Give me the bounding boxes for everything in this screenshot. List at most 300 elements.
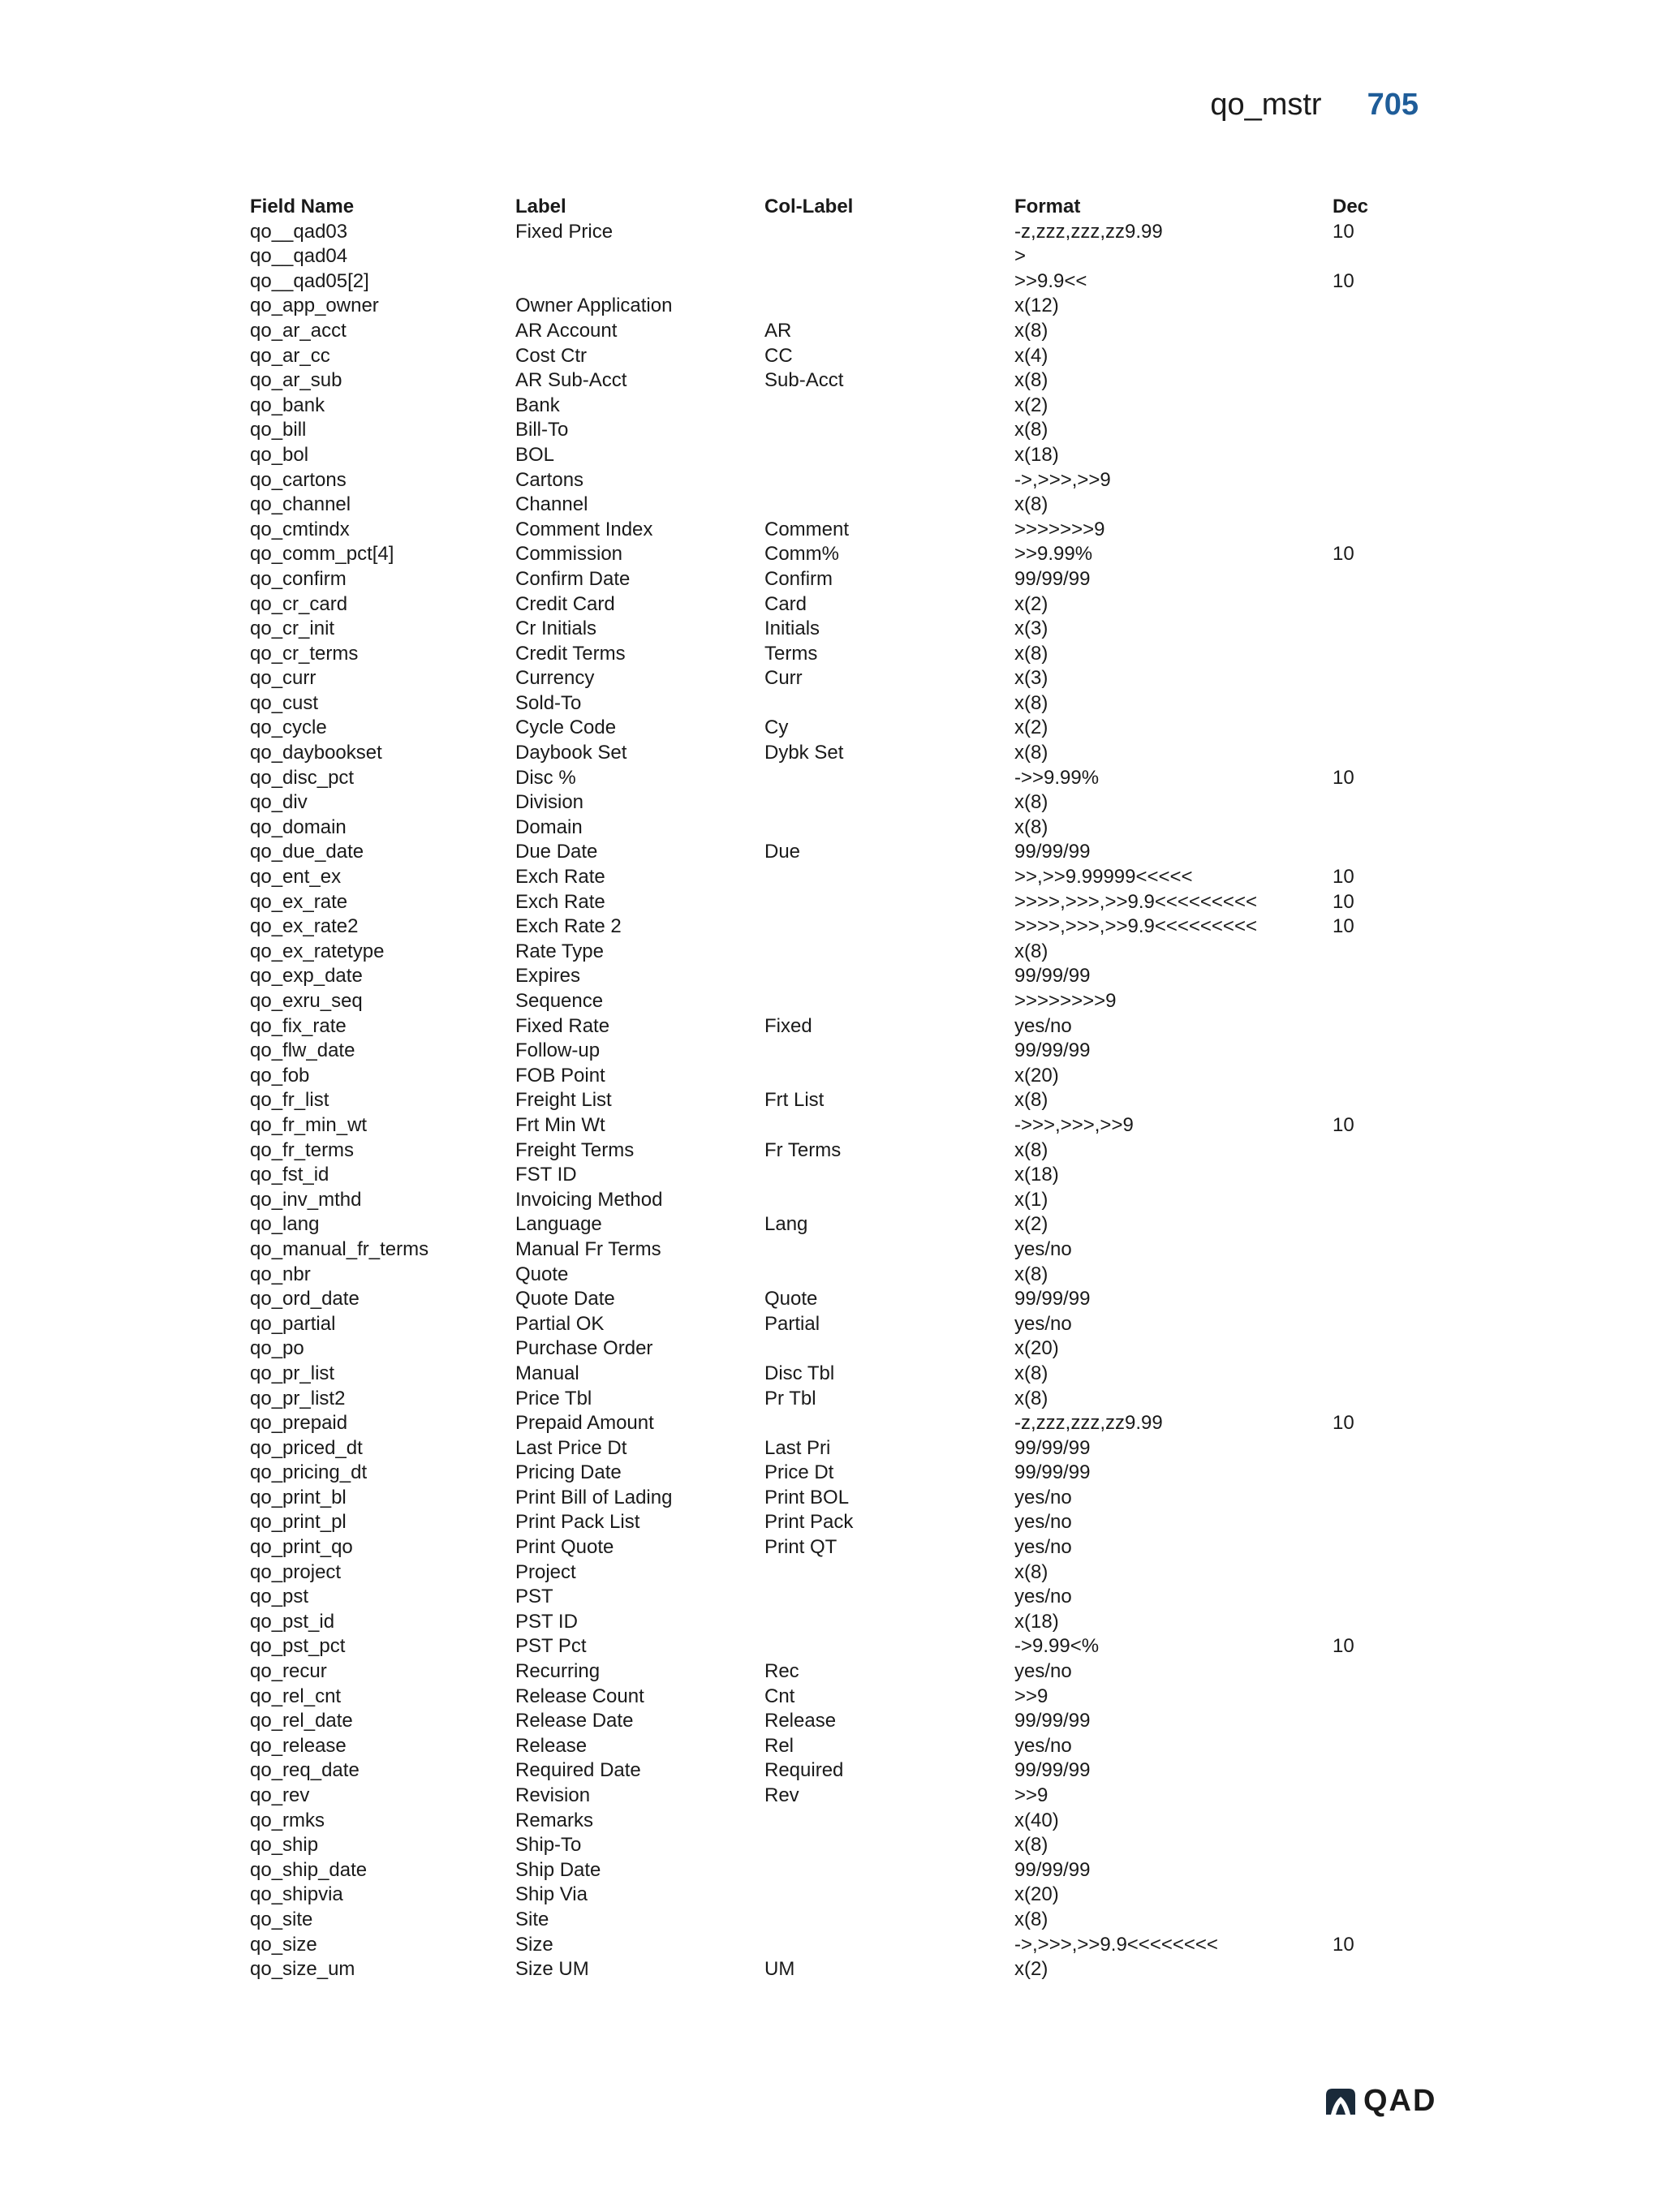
cell-dec: 10 [1333,543,1354,566]
col-header-field-name: Field Name [250,196,355,217]
cell-format: 99/99/99 [1014,841,1091,863]
cell-dec [1333,1659,1381,1685]
cell-dec [1333,294,1381,319]
cell-format: x(2) [1014,717,1048,739]
cell-field-name: qo_rel_date [250,1710,353,1732]
cell-label: Remarks [515,1809,594,1831]
cell-field-name: qo_project [250,1560,342,1583]
cell-label: Ship-To [515,1834,582,1857]
header-row [250,195,1381,220]
cell-dec [1333,1436,1381,1461]
cell-field-name: qo_exru_seq [250,990,363,1012]
cell-col-label [764,1833,1014,1858]
cell-col-label [764,468,1014,493]
cell-label: Print Pack List [515,1511,640,1534]
table-row [250,940,1381,965]
cell-label: Ship Date [515,1858,601,1881]
table-row [250,1188,1381,1213]
cell-label: Print Quote [515,1536,614,1559]
cell-label: Freight Terms [515,1138,635,1161]
cell-dec [1333,368,1381,394]
cell-dec [1333,518,1381,543]
cell-col-label: Quote [764,1288,818,1310]
cell-label: Sold-To [515,691,582,714]
cell-col-label [764,418,1014,443]
cell-col-label [764,1039,1014,1064]
cell-dec [1333,493,1381,518]
table-row [250,1634,1381,1659]
cell-label: Bank [515,394,560,416]
cell-dec [1333,1784,1381,1809]
cell-format: >>9 [1014,1685,1048,1707]
cell-dec: 10 [1333,866,1354,889]
cell-dec [1333,1212,1381,1237]
cell-dec: 10 [1333,890,1354,913]
cell-label: Release [515,1734,588,1757]
cell-col-label [764,493,1014,518]
cell-format: x(8) [1014,1138,1048,1161]
cell-label: Print Bill of Lading [515,1486,673,1508]
table-row [250,1758,1381,1784]
cell-col-label: Disc Tbl [764,1362,835,1384]
cell-field-name: qo_flw_date [250,1039,355,1062]
table-row [250,1436,1381,1461]
cell-field-name: qo_ar_sub [250,369,342,392]
cell-dec [1333,1535,1381,1560]
cell-label: Release Count [515,1685,644,1707]
cell-field-name: qo_pst_id [250,1610,335,1633]
cell-format: x(2) [1014,394,1048,416]
table-row [250,840,1381,865]
table-row [250,1113,1381,1138]
cell-col-label: Rec [764,1660,799,1683]
cell-col-label [764,790,1014,816]
cell-format: 99/99/99 [1014,1461,1091,1484]
cell-col-label [764,766,1014,791]
table-row [250,1461,1381,1486]
cell-dec [1333,319,1381,344]
table-row [250,1263,1381,1288]
cell-format: x(8) [1014,369,1048,392]
cell-label: BOL [515,443,555,466]
table-row [250,542,1381,567]
cell-format: >>9.99% [1014,543,1093,566]
cell-col-label: Card [764,592,807,615]
cell-field-name: qo_disc_pct [250,766,355,789]
table-row [250,1784,1381,1809]
col-header-format: Format [1014,196,1081,217]
cell-col-label: Lang [764,1213,808,1236]
cell-field-name: qo_app_owner [250,295,379,317]
cell-dec [1333,1237,1381,1263]
table-row [250,617,1381,642]
cell-col-label [764,940,1014,965]
cell-format: ->,>>>,>>9 [1014,468,1111,491]
table-row [250,1486,1381,1511]
cell-dec [1333,1287,1381,1312]
cell-field-name: qo_ar_cc [250,344,330,367]
table-row [250,394,1381,419]
page-number: 705 [1367,88,1419,122]
cell-label: Recurring [515,1660,601,1683]
cell-col-label: Release [764,1710,837,1732]
cell-field-name: qo_rev [250,1784,310,1806]
cell-dec [1333,1263,1381,1288]
cell-field-name: qo_fr_min_wt [250,1113,368,1136]
cell-col-label [764,1858,1014,1883]
table-row [250,1212,1381,1237]
cell-label: Rate Type [515,940,604,962]
cell-format: ->9.99<% [1014,1635,1100,1658]
cell-field-name: qo_fr_terms [250,1138,355,1161]
cell-format: x(20) [1014,1337,1059,1360]
cell-col-label [764,1610,1014,1635]
cell-format: >>>>>>>9 [1014,518,1105,540]
cell-label: Follow-up [515,1039,601,1062]
table-row [250,741,1381,766]
cell-format: x(8) [1014,419,1048,441]
cell-field-name: qo_fix_rate [250,1014,347,1037]
cell-dec: 10 [1333,269,1354,292]
cell-field-name: qo_size [250,1933,317,1956]
cell-label: AR Sub-Acct [515,369,627,392]
table-row [250,642,1381,667]
cell-col-label: Dybk Set [764,742,844,764]
cell-format: yes/no [1014,1734,1072,1757]
cell-dec [1333,617,1381,642]
cell-col-label [764,989,1014,1014]
cell-col-label [764,1585,1014,1610]
cell-col-label [764,890,1014,915]
cell-label: Domain [515,816,583,838]
cell-field-name: qo__qad03 [250,220,348,243]
table-row [250,1883,1381,1908]
cell-label: Fixed Price [515,220,614,243]
table-row [250,1312,1381,1337]
cell-col-label [764,294,1014,319]
cell-field-name: qo_req_date [250,1759,360,1782]
cell-field-name: qo_shipvia [250,1883,343,1906]
table-row [250,567,1381,592]
cell-format: 99/99/99 [1014,965,1091,988]
cell-label: Site [515,1908,549,1930]
cell-field-name: qo_cartons [250,468,347,491]
cell-format: >>9 [1014,1784,1048,1806]
cell-field-name: qo_release [250,1734,347,1757]
cell-field-name: qo_channel [250,493,351,516]
cell-dec: 10 [1333,1113,1354,1136]
cell-format: x(8) [1014,791,1048,814]
cell-col-label [764,914,1014,940]
cell-format: x(2) [1014,1958,1048,1981]
cell-format: > [1014,245,1027,268]
cell-col-label [764,1336,1014,1362]
cell-dec: 10 [1333,766,1354,789]
cell-dec [1333,840,1381,865]
cell-label: PST Pct [515,1635,587,1658]
cell-label [515,269,764,295]
cell-format: x(20) [1014,1064,1059,1087]
cell-format: x(18) [1014,1164,1059,1186]
cell-format: yes/no [1014,1014,1072,1037]
cell-format: yes/no [1014,1536,1072,1559]
table-row [250,443,1381,468]
cell-col-label: Last Pri [764,1436,831,1459]
cell-dec [1333,1461,1381,1486]
cell-field-name: qo_pst_pct [250,1635,346,1658]
table-row [250,816,1381,841]
cell-dec [1333,1510,1381,1535]
cell-field-name: qo_partial [250,1312,336,1335]
cell-label: PST ID [515,1610,578,1633]
cell-dec [1333,1560,1381,1586]
cell-label: Fixed Rate [515,1014,610,1037]
table-row [250,865,1381,890]
cell-dec: 10 [1333,1635,1354,1658]
table-row [250,1809,1381,1834]
cell-label: Size [515,1933,553,1956]
cell-dec [1333,964,1381,989]
cell-dec [1333,989,1381,1014]
cell-format: 99/99/99 [1014,1710,1091,1732]
cell-label: Channel [515,493,588,516]
cell-col-label: Rel [764,1734,794,1757]
table-name: qo_mstr [1210,88,1322,122]
cell-col-label: Print BOL [764,1486,850,1508]
cell-dec [1333,1709,1381,1734]
cell-label: Release Date [515,1710,634,1732]
cell-format: x(8) [1014,1387,1048,1409]
col-header-dec: Dec [1333,196,1369,217]
cell-field-name: qo_due_date [250,841,364,863]
cell-field-name: qo_domain [250,816,347,838]
cell-field-name: qo_inv_mthd [250,1188,362,1211]
cell-dec [1333,1088,1381,1113]
table-row [250,1957,1381,1982]
cell-col-label: Terms [764,642,818,665]
cell-format: ->>9.99% [1014,766,1100,789]
qad-logo-text: QAD [1363,2084,1437,2118]
cell-col-label: Fr Terms [764,1138,842,1161]
table-row [250,518,1381,543]
table-row [250,1163,1381,1188]
cell-col-label: Cy [764,717,789,739]
qad-logo [1324,2084,1436,2119]
cell-field-name: qo_site [250,1908,313,1930]
cell-dec [1333,642,1381,667]
cell-col-label [764,865,1014,890]
cell-field-name: qo_ent_ex [250,866,342,889]
cell-dec [1333,1957,1381,1982]
table-row [250,1411,1381,1436]
cell-label [515,244,764,269]
cell-field-name: qo_ord_date [250,1288,360,1310]
cell-col-label: UM [764,1958,795,1981]
cell-format: -z,zzz,zzz,zz9.99 [1014,1412,1163,1435]
table-row [250,294,1381,319]
table-row [250,1014,1381,1039]
cell-dec [1333,468,1381,493]
cell-label: Comment Index [515,518,653,540]
cell-col-label [764,1809,1014,1834]
cell-field-name: qo_po [250,1337,304,1360]
cell-label: PST [515,1586,553,1608]
table-row [250,989,1381,1014]
cell-format: ->>>,>>>,>>9 [1014,1113,1134,1136]
cell-label: Credit Card [515,592,615,615]
cell-label: Exch Rate [515,866,605,889]
cell-field-name: qo_nbr [250,1263,311,1285]
cell-col-label [764,1237,1014,1263]
cell-col-label [764,1560,1014,1586]
table-row [250,716,1381,741]
cell-format: x(8) [1014,940,1048,962]
cell-label: Quote Date [515,1288,615,1310]
cell-label: Exch Rate 2 [515,915,622,938]
cell-col-label: Comm% [764,543,840,566]
cell-format: yes/no [1014,1237,1072,1260]
table-row [250,592,1381,618]
cell-field-name: qo_ex_ratetype [250,940,385,962]
table-row [250,418,1381,443]
cell-label: Last Price Dt [515,1436,627,1459]
cell-label: Language [515,1213,602,1236]
table-row [250,691,1381,717]
cell-label: Invoicing Method [515,1188,663,1211]
cell-label: Disc % [515,766,576,789]
table-row [250,1685,1381,1710]
cell-field-name: qo_ar_acct [250,319,347,342]
cell-col-label [764,691,1014,717]
cell-dec [1333,1610,1381,1635]
cell-dec [1333,1833,1381,1858]
cell-label: Division [515,791,584,814]
cell-col-label [764,394,1014,419]
cell-dec [1333,666,1381,691]
table-row [250,1387,1381,1412]
cell-label: Cr Initials [515,618,597,640]
cell-col-label [764,443,1014,468]
cell-col-label [764,1188,1014,1213]
cell-format: yes/no [1014,1486,1072,1508]
cell-field-name: qo_fr_list [250,1089,329,1112]
cell-dec [1333,816,1381,841]
cell-dec: 10 [1333,220,1354,243]
cell-format: yes/no [1014,1660,1072,1683]
cell-col-label [764,1933,1014,1958]
table-row [250,269,1381,295]
cell-format: 99/99/99 [1014,567,1091,590]
cell-field-name: qo_bol [250,443,309,466]
cell-dec [1333,940,1381,965]
cell-dec [1333,1138,1381,1164]
cell-col-label [764,1163,1014,1188]
cell-field-name: qo_ship_date [250,1858,368,1881]
cell-dec [1333,1014,1381,1039]
cell-dec [1333,1163,1381,1188]
cell-format: x(8) [1014,493,1048,516]
col-header-label: Label [515,196,566,217]
cell-format: x(20) [1014,1883,1059,1906]
cell-format: 99/99/99 [1014,1288,1091,1310]
cell-col-label: Initials [764,618,820,640]
cell-field-name: qo_exp_date [250,965,363,988]
cell-label: Commission [515,543,623,566]
cell-field-name: qo_pr_list2 [250,1387,346,1409]
cell-dec [1333,1486,1381,1511]
cell-field-name: qo_confirm [250,567,347,590]
table-body [250,220,1381,1982]
cell-col-label [764,1064,1014,1089]
cell-format: >>>>,>>>,>>9.9<<<<<<<<< [1014,890,1257,913]
cell-label: Size UM [515,1958,589,1981]
table-row [250,1858,1381,1883]
cell-field-name: qo_cr_init [250,618,335,640]
cell-col-label: Curr [764,667,803,690]
cell-col-label [764,269,1014,295]
table-row [250,1336,1381,1362]
table-row [250,1535,1381,1560]
table-row [250,766,1381,791]
cell-field-name: qo_prepaid [250,1412,348,1435]
cell-format: x(2) [1014,592,1048,615]
cell-dec [1333,443,1381,468]
table-row [250,964,1381,989]
cell-dec [1333,1336,1381,1362]
cell-field-name: qo_recur [250,1660,327,1683]
table-row [250,1610,1381,1635]
table-row [250,790,1381,816]
cell-dec: 10 [1333,1933,1354,1956]
cell-format: yes/no [1014,1586,1072,1608]
cell-format: x(8) [1014,642,1048,665]
table-row [250,1659,1381,1685]
cell-dec [1333,741,1381,766]
cell-field-name: qo_fst_id [250,1164,329,1186]
cell-col-label [764,220,1014,245]
cell-label: Revision [515,1784,591,1806]
cell-field-name: qo_size_um [250,1958,355,1981]
cell-label: Owner Application [515,295,673,317]
cell-label: Cost Ctr [515,344,588,367]
cell-format: x(18) [1014,443,1059,466]
table-row [250,1138,1381,1164]
col-header-col-label: Col-Label [764,196,854,217]
cell-label: Quote [515,1263,569,1285]
cell-format: x(8) [1014,1908,1048,1930]
cell-dec [1333,418,1381,443]
cell-format: >>,>>9.99999<<<<< [1014,866,1193,889]
cell-col-label: Cnt [764,1685,795,1707]
cell-dec [1333,1883,1381,1908]
cell-format: 99/99/99 [1014,1039,1091,1062]
table-row [250,493,1381,518]
cell-format: 99/99/99 [1014,1436,1091,1459]
cell-field-name: qo_pricing_dt [250,1461,368,1484]
cell-label: Cartons [515,468,584,491]
cell-format: x(8) [1014,691,1048,714]
cell-dec [1333,691,1381,717]
cell-col-label: Pr Tbl [764,1387,816,1409]
cell-col-label: CC [764,344,793,367]
cell-format: x(3) [1014,618,1048,640]
cell-label: Cycle Code [515,717,617,739]
cell-label: Currency [515,667,595,690]
cell-dec [1333,1312,1381,1337]
cell-field-name: qo_bank [250,394,325,416]
cell-field-name: qo_div [250,791,308,814]
cell-label: Manual Fr Terms [515,1237,661,1260]
